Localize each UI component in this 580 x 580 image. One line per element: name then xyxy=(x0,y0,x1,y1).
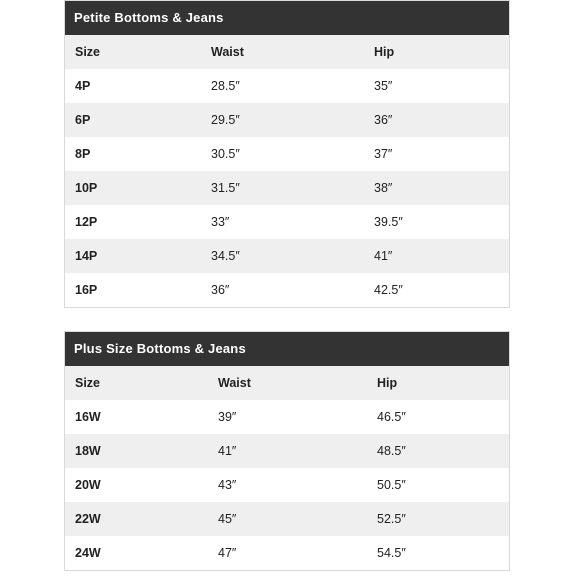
size-cell: 16P xyxy=(75,283,98,297)
size-cell: 20W xyxy=(75,478,101,492)
petite-chart-title: Petite Bottoms & Jeans xyxy=(65,1,509,35)
column-header-hip: Hip xyxy=(374,45,395,59)
size-cell: 8P xyxy=(75,147,91,161)
table-row xyxy=(65,468,509,502)
table-row xyxy=(65,536,509,570)
waist-cell: 34.5″ xyxy=(211,249,240,263)
hip-cell: 36″ xyxy=(374,113,393,127)
hip-cell: 46.5″ xyxy=(377,410,406,424)
table-row xyxy=(65,171,509,205)
size-cell: 4P xyxy=(75,79,91,93)
table-row xyxy=(65,273,509,307)
table-row xyxy=(65,103,509,137)
hip-cell: 52.5″ xyxy=(377,512,406,526)
size-cell: 24W xyxy=(75,546,101,560)
column-header-waist: Waist xyxy=(218,376,251,390)
table-row xyxy=(65,400,509,434)
size-cell: 6P xyxy=(75,113,91,127)
waist-cell: 30.5″ xyxy=(211,147,240,161)
table-row xyxy=(65,69,509,103)
waist-cell: 43″ xyxy=(218,478,237,492)
size-cell: 22W xyxy=(75,512,101,526)
waist-cell: 45″ xyxy=(218,512,237,526)
hip-cell: 48.5″ xyxy=(377,444,406,458)
size-cell: 14P xyxy=(75,249,98,263)
hip-cell: 39.5″ xyxy=(374,215,403,229)
petite-size-chart xyxy=(64,0,510,308)
size-cell: 18W xyxy=(75,444,101,458)
size-cell: 12P xyxy=(75,215,98,229)
waist-cell: 47″ xyxy=(218,546,237,560)
hip-cell: 54.5″ xyxy=(377,546,406,560)
petite-header-row xyxy=(65,35,509,69)
hip-cell: 42.5″ xyxy=(374,283,403,297)
hip-cell: 50.5″ xyxy=(377,478,406,492)
hip-cell: 38″ xyxy=(374,181,393,195)
plus-header-row xyxy=(65,366,509,400)
column-header-waist: Waist xyxy=(211,45,244,59)
hip-cell: 41″ xyxy=(374,249,393,263)
plus-chart-title: Plus Size Bottoms & Jeans xyxy=(65,332,509,366)
plus-size-chart xyxy=(64,331,510,571)
waist-cell: 39″ xyxy=(218,410,237,424)
waist-cell: 36″ xyxy=(211,283,230,297)
size-cell: 16W xyxy=(75,410,101,424)
table-row xyxy=(65,137,509,171)
table-row xyxy=(65,502,509,536)
column-header-size: Size xyxy=(75,45,101,59)
column-header-hip: Hip xyxy=(377,376,398,390)
table-row xyxy=(65,205,509,239)
waist-cell: 33″ xyxy=(211,215,230,229)
table-row xyxy=(65,239,509,273)
waist-cell: 31.5″ xyxy=(211,181,240,195)
hip-cell: 35″ xyxy=(374,79,393,93)
waist-cell: 29.5″ xyxy=(211,113,240,127)
table-row xyxy=(65,434,509,468)
column-header-size: Size xyxy=(75,376,101,390)
waist-cell: 41″ xyxy=(218,444,237,458)
hip-cell: 37″ xyxy=(374,147,393,161)
size-cell: 10P xyxy=(75,181,98,195)
waist-cell: 28.5″ xyxy=(211,79,240,93)
